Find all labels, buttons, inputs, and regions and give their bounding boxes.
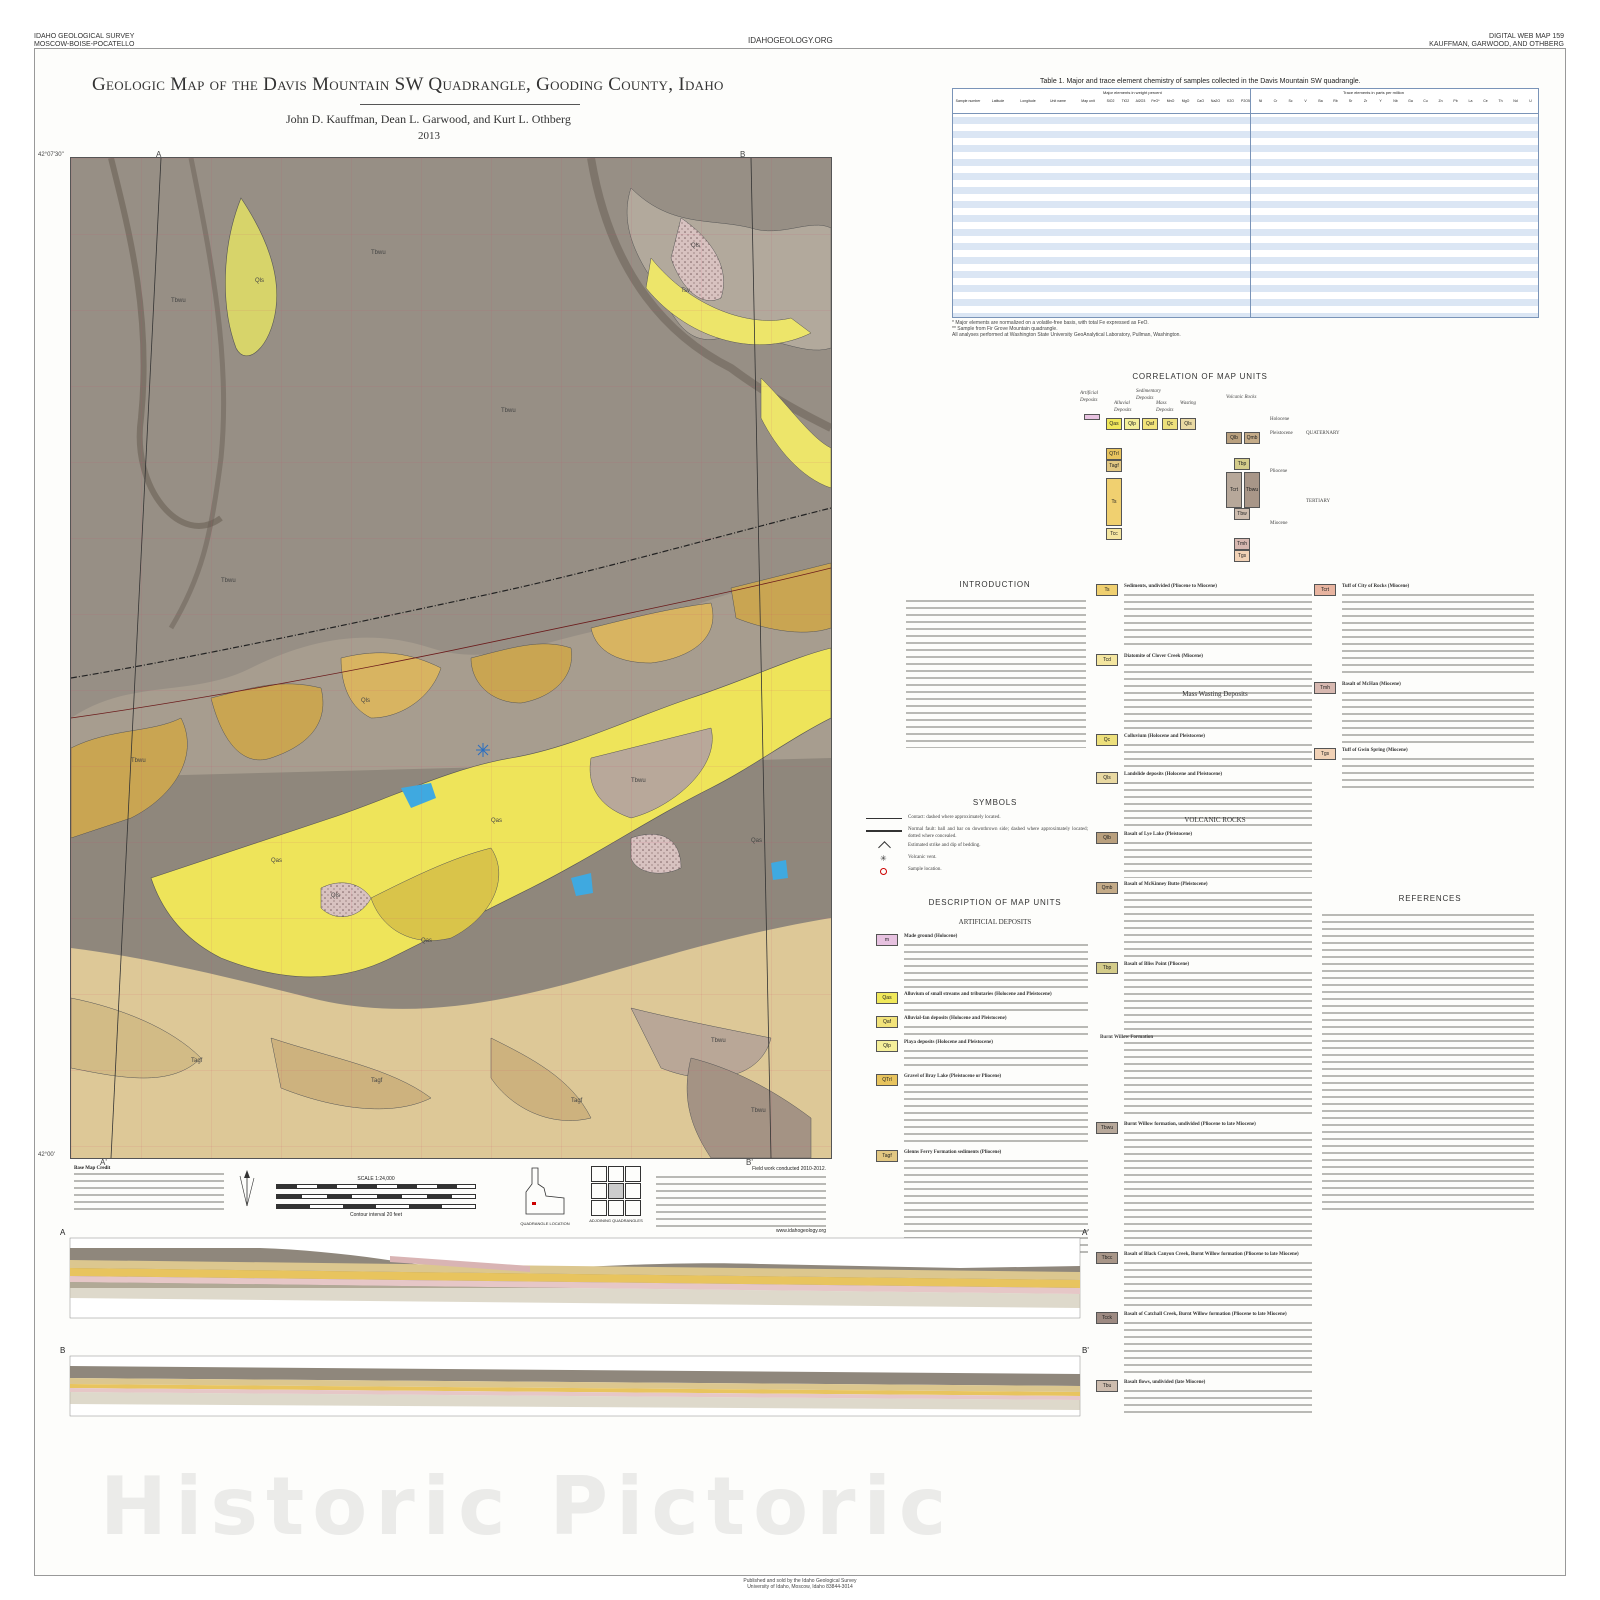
map-unit-label: Tbwu xyxy=(371,250,386,256)
table-column-header: La xyxy=(1468,99,1473,103)
watermark: Historic Pictoric xyxy=(100,1460,955,1553)
footer-publisher: Published and sold by the Idaho Geological Survey xyxy=(743,1578,857,1584)
unit-swatch: Tbp xyxy=(1096,962,1118,974)
table-column-header: Al2O3 xyxy=(1135,99,1146,103)
map-unit-label: Tbwu xyxy=(501,408,516,414)
table-header xyxy=(953,89,1538,114)
unit-name: Glenns Ferry Formation sediments (Pliocene) xyxy=(904,1150,1002,1155)
map-unit-label: Qas xyxy=(421,938,433,944)
symbol-desc-vent: Volcanic vent. xyxy=(908,855,937,860)
unit-swatch: QTrl xyxy=(876,1074,898,1086)
unit-description-text xyxy=(1124,840,1312,878)
title-rule xyxy=(360,104,580,105)
section-b-end-label: B' xyxy=(746,1158,753,1167)
idaho-outline-icon xyxy=(520,1166,570,1216)
table-column-header: Ni xyxy=(1258,99,1263,103)
table-group-major: Major elements in weight percent xyxy=(1103,90,1162,95)
references-heading: REFERENCES xyxy=(1398,894,1462,903)
map-unit-label: Qas xyxy=(491,818,503,824)
corr-unit-tagf[interactable]: Tagf xyxy=(1106,460,1122,472)
unit-swatch: Qaf xyxy=(876,1016,898,1028)
unit-name: Basalt of Lye Lake (Pleistocene) xyxy=(1124,832,1193,837)
corr-tertiary: TERTIARY xyxy=(1306,499,1331,504)
unit-description-text xyxy=(1124,890,1312,958)
map-unit-label: Tbwu xyxy=(221,578,236,584)
contour-interval: Contour interval 20 feet xyxy=(350,1212,402,1218)
table-column-header: Zn xyxy=(1438,99,1443,103)
scale-bar xyxy=(276,1176,476,1218)
unit-swatch: Qls xyxy=(1096,772,1118,784)
table-column-header: Zr xyxy=(1363,99,1368,103)
header-website-link[interactable]: IDAHOGEOLOGY.ORG xyxy=(748,36,833,45)
symbol-desc-contact: Contact: dashed where approximately located. xyxy=(908,815,1001,820)
map-year: 2013 xyxy=(418,130,440,142)
unit-description-text xyxy=(904,942,1088,988)
map-unit-label: Tbwu xyxy=(631,778,646,784)
correlation-heading: CORRELATION OF MAP UNITS xyxy=(1132,372,1268,381)
table-column-header: Ga xyxy=(1408,99,1413,103)
unit-swatch: Ts xyxy=(1096,584,1118,596)
unit-name: Diatomite of Clover Creek (Miocene) xyxy=(1124,654,1203,659)
north-arrow-icon xyxy=(232,1168,262,1208)
map-unit-label: Tbwu xyxy=(751,1108,766,1114)
sample-location-icon xyxy=(880,868,887,875)
publication-website-link[interactable]: www.idahogeology.org xyxy=(776,1228,826,1234)
corr-unit-tbwu[interactable]: Tbwu xyxy=(1244,472,1260,508)
cross-section-a-start: A xyxy=(60,1228,66,1237)
unit-name: Made ground (Holocene) xyxy=(904,934,958,939)
base-credit-heading: Base Map Credit xyxy=(74,1166,111,1171)
symbols-heading: SYMBOLS xyxy=(972,798,1018,807)
map-unit-label: Qls xyxy=(361,698,370,704)
correlation-chart xyxy=(1076,388,1346,558)
unit-name: Tuff of Gwin Spring (Miocene) xyxy=(1342,748,1408,753)
table-column-header: Sr xyxy=(1348,99,1353,103)
corr-unit-qlp[interactable]: Qlp xyxy=(1124,418,1140,430)
corr-unit-ts[interactable]: Ts xyxy=(1106,478,1122,526)
map-unit-label: Tsv xyxy=(681,288,690,294)
corr-miocene: Miocene xyxy=(1270,521,1288,526)
table-column-header: Ba xyxy=(1318,99,1323,103)
unit-name: Landslide deposits (Holocene and Pleistocene) xyxy=(1124,772,1223,777)
corr-unit-tgs[interactable]: Tgs xyxy=(1234,550,1250,562)
middle-unit-list xyxy=(1096,582,1314,1389)
corr-volcanic-label: Volcanic Rocks xyxy=(1226,395,1257,400)
table-column-header: Sc xyxy=(1288,99,1293,103)
map-unit-label: Tagf xyxy=(371,1078,383,1084)
table-column-header: Na2O xyxy=(1210,99,1221,103)
right-unit-list xyxy=(1314,582,1536,802)
unit-swatch: Tbwu xyxy=(1096,1122,1118,1134)
unit-description-text xyxy=(904,1024,1088,1036)
table-column-header: MgO xyxy=(1181,99,1190,103)
section-a-end-label: A' xyxy=(100,1158,107,1167)
introduction-heading: INTRODUCTION xyxy=(959,580,1031,589)
map-unit-label: Qas xyxy=(751,838,763,844)
corr-pleistocene: Pleistocene xyxy=(1270,431,1293,436)
unit-name: Burnt Willow formation, undivided (Pliocene to late Miocene) xyxy=(1124,1122,1256,1127)
unit-swatch: Qc xyxy=(1096,734,1118,746)
corr-mass-label: Mass Wasting Deposits xyxy=(1156,401,1196,413)
table-column-header: Ce xyxy=(1483,99,1488,103)
table-column-header: Rb xyxy=(1333,99,1338,103)
map-corner-coordinate: 42°07'30" xyxy=(38,152,64,158)
map-unit-label: Tagf xyxy=(191,1058,203,1064)
unit-swatch: Qas xyxy=(876,992,898,1004)
adjoining-quadrangles xyxy=(588,1166,644,1223)
corr-unit-tcc[interactable]: Tcc xyxy=(1106,528,1122,540)
table-column-header: P2O5 xyxy=(1241,99,1250,103)
unit-name: Colluvium (Holocene and Pleistocene) xyxy=(1124,734,1205,739)
table-note: * Major elements are normalized on a volatile-free basis, with total Fe expressed as FeO. xyxy=(952,320,1149,326)
artificial-deposits-heading: ARTIFICIAL DEPOSITS xyxy=(958,918,1032,926)
table-column-header: K2O xyxy=(1226,99,1234,103)
unit-description-text xyxy=(1124,742,1312,768)
header-org-locations: MOSCOW-BOISE-POCATELLO xyxy=(34,41,135,48)
cross-section-a-end: A' xyxy=(1082,1228,1089,1237)
quadrangle-location xyxy=(520,1166,570,1226)
unit-description-text xyxy=(1124,592,1312,650)
table-column-header: Pb xyxy=(1453,99,1458,103)
vent-symbol-icon: ✳ xyxy=(880,854,887,863)
corr-unit-qmb[interactable]: Qmb xyxy=(1244,432,1260,444)
corr-quaternary: QUATERNARY xyxy=(1306,431,1340,436)
corr-unit-qas[interactable]: Qas xyxy=(1106,418,1122,430)
unit-name: Basalt of Black Canyon Creek, Burnt Willow formation (Pliocene to late Miocene) xyxy=(1124,1252,1299,1257)
publication-text xyxy=(656,1174,826,1228)
table-column-header: Longitude xyxy=(1020,99,1036,103)
corr-unit-m[interactable] xyxy=(1084,414,1100,420)
unit-description-text xyxy=(1342,592,1534,678)
unit-swatch: Tgs xyxy=(1314,748,1336,760)
unit-swatch: Qmb xyxy=(1096,882,1118,894)
table-column-header: MnO xyxy=(1166,99,1175,103)
table-notes xyxy=(952,320,1372,338)
table-column-header: TiO2 xyxy=(1121,99,1130,103)
unit-name: Basalt flows, undivided (late Miocene) xyxy=(1124,1380,1206,1385)
references-text xyxy=(1322,912,1534,1212)
table-column-header: Unit name xyxy=(1050,99,1066,103)
unit-name: Gravel of Bray Lake (Pleistocene or Pliocene) xyxy=(904,1074,1002,1079)
page-header xyxy=(0,0,1600,48)
table-column-header: Sample number xyxy=(955,99,981,103)
chemistry-table[interactable] xyxy=(952,88,1539,318)
corr-pliocene: Pliocene xyxy=(1270,469,1288,474)
table-column-header: Nb xyxy=(1393,99,1398,103)
unit-name: Basalt of Bliss Point (Pliocene) xyxy=(1124,962,1189,967)
publication-info xyxy=(656,1166,826,1234)
volcanic-rocks-heading: VOLCANIC ROCKS xyxy=(1184,816,1246,824)
corr-unit-qaf[interactable]: Qaf xyxy=(1142,418,1158,430)
cross-section-b-end: B' xyxy=(1082,1346,1089,1355)
section-a-start-label: A xyxy=(156,150,162,159)
map-corner-coordinate: 42°00' xyxy=(38,1152,55,1158)
unit-description-text xyxy=(1342,756,1534,788)
symbol-desc-fault: Normal fault: ball and bar on downthrown side; dashed where approximately located; dotted where concealed. xyxy=(908,827,1088,839)
section-b-start-label: B xyxy=(740,150,746,159)
corr-holocene: Holocene xyxy=(1270,417,1290,422)
table-column-header: Latitude xyxy=(991,99,1005,103)
table-column-header: Cu xyxy=(1423,99,1428,103)
table-columns xyxy=(953,99,1538,113)
introduction-text xyxy=(906,598,1086,748)
unit-swatch: m xyxy=(876,934,898,946)
table-column-header: Th xyxy=(1498,99,1503,103)
description-heading: DESCRIPTION OF MAP UNITS xyxy=(928,898,1062,907)
unit-name: Basalt of McHan (Miocene) xyxy=(1342,682,1401,687)
unit-description-text xyxy=(904,1000,1088,1012)
scale-label: SCALE 1:24,000 xyxy=(357,1176,395,1182)
map-authors: John D. Kauffman, Dean L. Garwood, and Kurt L. Othberg xyxy=(286,112,571,126)
table-column-header: Y xyxy=(1379,99,1382,103)
map-unit-label: Tbwu xyxy=(711,1038,726,1044)
corr-unit-tmh[interactable]: Tmh xyxy=(1234,538,1250,550)
unit-name: Basalt of McKinney Butte (Pleistocene) xyxy=(1124,882,1208,887)
symbol-desc-sample: Sample location. xyxy=(908,867,942,872)
table-column-header: CaO xyxy=(1196,99,1205,103)
table-column-header: V xyxy=(1304,99,1307,103)
unit-description-text xyxy=(1124,1130,1312,1248)
map-unit-label: Qls xyxy=(255,278,264,284)
table-title: Table 1. Major and trace element chemistry of samples collected in the Davis Mountain SW quadrangle. xyxy=(1040,78,1361,85)
map-unit-label: Tbwu xyxy=(131,758,146,764)
corr-unit-qls[interactable]: Qls xyxy=(1180,418,1196,430)
corr-unit-qtrl[interactable]: QTrl xyxy=(1106,448,1122,460)
page-footer xyxy=(720,1578,880,1590)
base-map-credit xyxy=(74,1166,224,1211)
corr-unit-tbp[interactable]: Tbp xyxy=(1234,458,1250,470)
table-note: All analyses performed at Washington State University GeoAnalytical Laboratory, Pullman, Washington. xyxy=(952,332,1181,338)
unit-swatch: Tagf xyxy=(876,1150,898,1162)
table-group-trace: Trace elements in parts per million xyxy=(1343,90,1404,95)
adjoining-label: ADJOINING QUADRANGLES xyxy=(589,1218,643,1223)
map-unit-label: Tbwu xyxy=(171,298,186,304)
table-column-header: Nd xyxy=(1513,99,1518,103)
unit-description-text xyxy=(1124,970,1312,1118)
unit-name: Sediments, undivided (Pliocene to Miocene) xyxy=(1124,584,1217,589)
unit-name: Basalt of Catchall Creek, Burnt Willow formation (Pliocene to late Miocene) xyxy=(1124,1312,1287,1317)
map-title: Geologic Map of the Davis Mountain SW Quadrangle, Gooding County, Idaho xyxy=(92,74,724,95)
footer-address: University of Idaho, Moscow, Idaho 83844-3014 xyxy=(747,1584,853,1590)
unit-swatch: Tcd xyxy=(1096,654,1118,666)
unit-name: Playa deposits (Holocene and Pleistocene) xyxy=(904,1040,993,1045)
table-column-header: FeO* xyxy=(1151,99,1160,103)
volcanic-vent-icon[interactable] xyxy=(476,743,490,757)
corr-alluvial-label: Alluvial Deposits xyxy=(1114,401,1132,413)
table-column-header: Map unit xyxy=(1081,99,1095,103)
mass-wasting-heading: Mass Wasting Deposits xyxy=(1182,690,1248,698)
unit-description-text xyxy=(904,1048,1088,1070)
cross-section-b-svg xyxy=(60,1346,1095,1426)
field-work-note: Field work conducted 2010-2012. xyxy=(752,1166,826,1172)
map-unit-label: Qls xyxy=(691,243,700,249)
unit-swatch: Tmh xyxy=(1314,682,1336,694)
unit-swatch: Tbcc xyxy=(1096,1252,1118,1264)
unit-swatch: Tbu xyxy=(1096,1380,1118,1392)
map-unit-label: Qas xyxy=(271,858,283,864)
unit-swatch: Tcrt xyxy=(1314,584,1336,596)
corr-artificial-label: Artificial Deposits xyxy=(1080,391,1099,403)
map-unit-label: Qls xyxy=(331,893,340,899)
unit-description-text xyxy=(1124,1388,1312,1418)
unit-name: Tuff of City of Rocks (Miocene) xyxy=(1342,584,1410,589)
burnt-willow-heading: Burnt Willow Formation xyxy=(1100,1035,1154,1040)
cross-section-a[interactable] xyxy=(60,1228,1095,1328)
corr-unit-qc[interactable]: Qc xyxy=(1162,418,1178,430)
cross-section-b-start: B xyxy=(60,1346,66,1355)
table-note: ** Sample from Fir Grove Mountain quadrangle. xyxy=(952,326,1058,332)
symbols-list xyxy=(866,814,1090,878)
geologic-map-svg xyxy=(71,158,831,1158)
unit-name: Alluvial-fan deposits (Holocene and Pleistocene) xyxy=(904,1016,1007,1021)
unit-swatch: Tcck xyxy=(1096,1312,1118,1324)
header-map-number: DIGITAL WEB MAP 159 xyxy=(1489,33,1564,40)
table-column-header: U xyxy=(1529,99,1532,103)
unit-description-text xyxy=(1124,1260,1312,1308)
base-credit-text xyxy=(74,1171,224,1211)
unit-swatch: Qlp xyxy=(876,1040,898,1052)
map-unit-label: Tagf xyxy=(571,1098,583,1104)
unit-description-text xyxy=(1124,1320,1312,1376)
table-column-header: Cr xyxy=(1273,99,1278,103)
table-column-header: SiO2 xyxy=(1106,99,1115,103)
geologic-map[interactable] xyxy=(70,157,832,1159)
corr-unit-qlb[interactable]: Qlb xyxy=(1226,432,1242,444)
header-authors: KAUFFMAN, GARWOOD, AND OTHBERG xyxy=(1429,41,1564,48)
corr-unit-tbw[interactable]: Tbw xyxy=(1234,508,1250,520)
unit-swatch: Qlb xyxy=(1096,832,1118,844)
unit-description-text xyxy=(1342,690,1534,744)
cross-section-b[interactable] xyxy=(60,1346,1095,1426)
quad-location-label: QUADRANGLE LOCATION xyxy=(520,1221,570,1226)
symbol-desc-strike-dip: Estimated strike and dip of bedding. xyxy=(908,843,981,848)
corr-unit-tcrt[interactable]: Tcrt xyxy=(1226,472,1242,508)
unit-name: Alluvium of small streams and tributaries (Holocene and Pleistocene) xyxy=(904,992,1052,997)
corr-sedimentary-label: Sedimentary Deposits xyxy=(1136,389,1161,401)
cross-section-a-svg xyxy=(60,1228,1095,1328)
unit-description-text xyxy=(904,1082,1088,1146)
header-org: IDAHO GEOLOGICAL SURVEY xyxy=(34,33,135,40)
